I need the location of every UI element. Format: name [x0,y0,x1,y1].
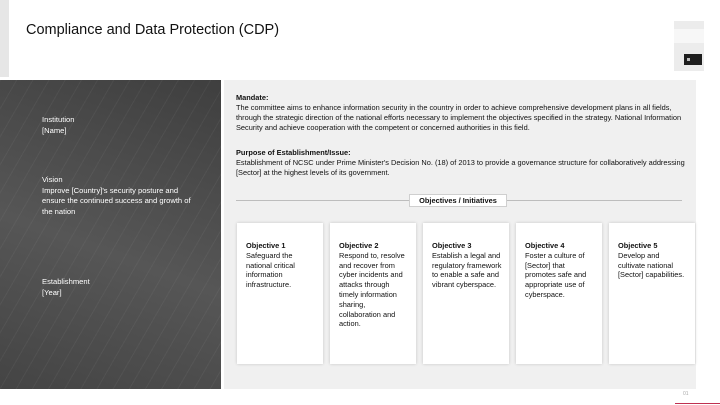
institution-value: [Name] [42,125,67,135]
objective-title: Objective 2 [339,241,379,250]
objective-card-1 [237,223,323,364]
vision-label: Vision [42,175,63,184]
mandate-heading: Mandate: [236,93,269,102]
purpose-text: Establishment of NCSC under Prime Minister's Decision No. (18) of 2013 to provide a governance structure for collaboratively addressing [Sector] at the highest levels of its government. [236,158,685,177]
vision-value: Improve [Country]'s security posture and ensure the continued success and growth of the nation [42,185,191,216]
objective-card-4 [516,223,602,364]
purpose-heading: Purpose of Establishment/Issue: [236,148,351,157]
objective-text: Safeguard the national critical information infrastructure. [246,250,295,290]
mandate-section [236,93,698,133]
info-panel [0,80,221,389]
logo-mark-icon [684,54,702,65]
objective-text: Develop and cultivate national [Sector] capabilities. [618,250,685,280]
left-accent-strip [0,0,9,77]
institution-label: Institution [42,115,75,124]
objective-title: Objective 1 [246,241,286,250]
establishment-label: Establishment [42,277,90,286]
objective-text: Respond to, resolve and recover from cyber incidents and attacks through timely information sharing, collaboration and action. [339,250,405,329]
institution-block [42,115,192,136]
page-title: Compliance and Data Protection (CDP) [26,22,280,38]
objectives-label: Objectives / Initiatives [409,194,507,207]
objective-title: Objective 5 [618,241,658,250]
objective-text: Establish a legal and regulatory framework to enable a safe and vibrant cyberspace. [432,250,502,290]
objective-text: Foster a culture of [Sector] that promotes safe and appropriate use of cyberspace. [525,250,587,299]
mandate-text: The committee aims to enhance information security in the country in order to achieve comprehensive development plans in all fields, through the strategic direction of the national efforts necessary to implement the objectives specified in the strategy. National Information Security and achieve cooperation with the competent or concerned authorities in this field. [236,103,682,132]
objective-card-2 [330,223,416,364]
page-number: 01 [683,391,689,397]
vision-block [42,175,192,217]
objective-title: Objective 3 [432,241,472,250]
objective-card-3 [423,223,509,364]
purpose-section [236,148,698,178]
objective-title: Objective 4 [525,241,565,250]
objective-card-5 [609,223,695,364]
logo-band [674,29,704,43]
logo [674,21,704,71]
footer-accent-line [675,403,720,404]
establishment-value: [Year] [42,287,62,297]
establishment-block [42,277,192,298]
